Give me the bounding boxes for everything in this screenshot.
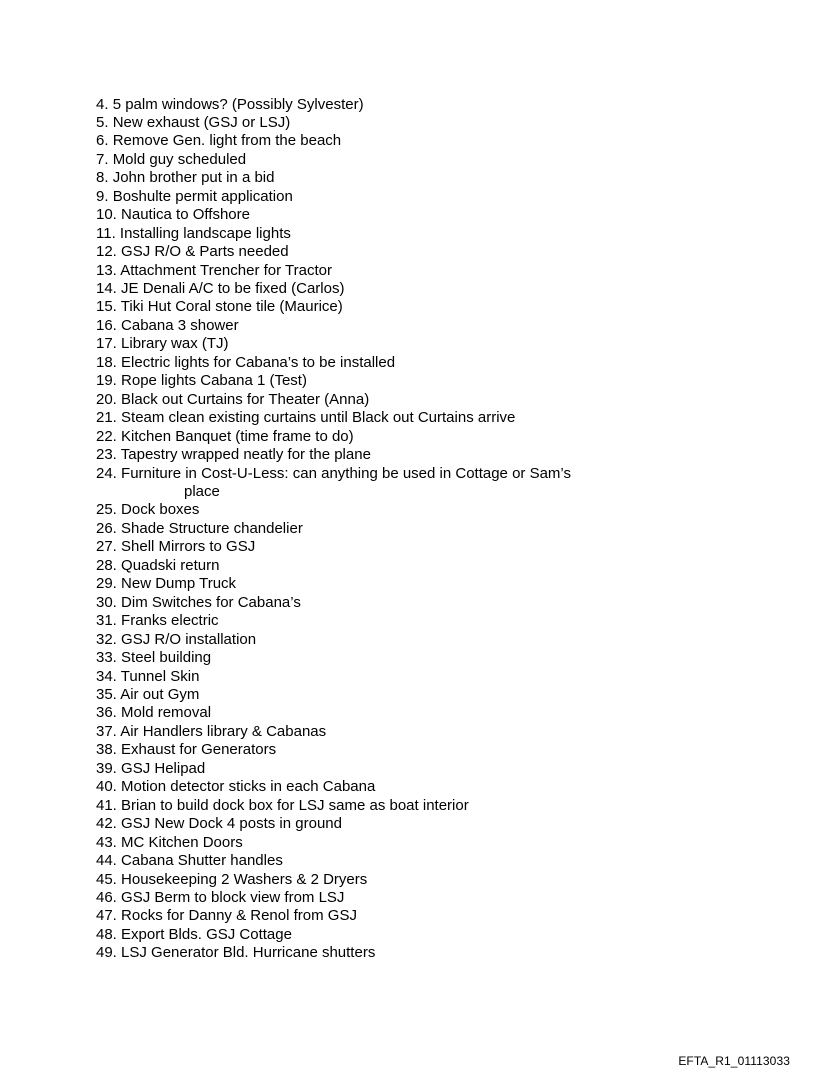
list-item (96, 834, 571, 852)
list-item (96, 852, 571, 870)
list-item (96, 557, 571, 575)
list-item (96, 354, 571, 372)
item-text: MC Kitchen Doors (121, 833, 243, 851)
list-item (96, 889, 571, 907)
item-text: Quadski return (121, 556, 220, 574)
item-text: Rope lights Cabana 1 (Test) (121, 372, 307, 390)
item-number: 16. (96, 316, 117, 334)
item-number: 28. (96, 556, 117, 574)
item-text: Tapestry wrapped neatly for the plane (120, 446, 371, 464)
item-text: Steel building (121, 649, 212, 667)
item-text: Rocks for Danny & Renol from GSJ (121, 907, 357, 925)
item-text: Kitchen Banquet (time frame to do) (121, 427, 354, 445)
item-text: Installing landscape lights (119, 224, 291, 242)
item-number: 44. (96, 852, 117, 870)
list-item (96, 668, 571, 686)
item-number: 39. (96, 759, 117, 777)
list-item (96, 686, 571, 704)
list-item (96, 741, 571, 759)
list-item (96, 96, 571, 114)
item-text: Remove Gen. light from the beach (112, 132, 342, 150)
item-text: 5 palm windows? (Possibly Sylvester) (112, 95, 364, 113)
list-item (96, 409, 571, 427)
document-id: EFTA_R1_01113033 (678, 1054, 790, 1068)
item-number: 24. (96, 464, 117, 482)
list-item (96, 575, 571, 593)
list-item (96, 538, 571, 556)
item-text-continuation: place (184, 483, 220, 501)
item-number: 46. (96, 888, 117, 906)
item-text: Cabana 3 shower (121, 316, 239, 334)
item-text: Dock boxes (121, 501, 200, 519)
list-item (96, 262, 571, 280)
item-text: Tiki Hut Coral stone tile (Maurice) (120, 298, 343, 316)
item-text: Steam clean existing curtains until Black out Curtains arrive (121, 409, 516, 427)
list-item (96, 169, 571, 187)
item-text: Motion detector sticks in each Cabana (121, 778, 376, 796)
item-number: 32. (96, 630, 117, 648)
list-item (96, 391, 571, 409)
item-number: 49. (96, 944, 117, 962)
item-text: Air out Gym (120, 686, 200, 703)
item-text: Exhaust for Generators (121, 741, 277, 759)
list-item (96, 317, 571, 335)
item-text: Mold guy scheduled (112, 150, 247, 168)
list-item (96, 704, 571, 722)
item-text: Attachment Trencher for Tractor (120, 261, 332, 279)
list-item (96, 871, 571, 889)
item-number: 43. (96, 833, 117, 851)
item-text: Brian to build dock box for LSJ same as boat interior (121, 796, 469, 814)
list-item (96, 372, 571, 390)
item-number: 45. (96, 870, 117, 888)
list-item (96, 612, 571, 630)
item-number: 30. (96, 593, 117, 611)
item-text: Electric lights for Cabana’s to be installed (121, 353, 396, 371)
item-number: 31. (96, 612, 117, 630)
item-number: 6. (96, 132, 109, 150)
item-text: Nautica to Offshore (121, 206, 250, 224)
list-item (96, 298, 571, 316)
item-text: Housekeeping 2 Washers & 2 Dryers (121, 870, 368, 888)
item-number: 34. (96, 667, 117, 685)
item-text: Air Handlers library & Cabanas (120, 722, 327, 740)
item-number: 22. (96, 427, 117, 445)
item-number: 4. (96, 95, 109, 113)
list-item (96, 280, 571, 298)
item-number: 12. (96, 243, 117, 261)
item-text: Shade Structure chandelier (121, 519, 303, 537)
item-number: 48. (96, 925, 117, 943)
list-item (96, 132, 571, 150)
item-text: GSJ Helipad (121, 759, 206, 777)
item-text: Dim Switches for Cabana’s (121, 593, 301, 611)
item-number: 14. (96, 280, 117, 298)
item-number: 37. (96, 722, 117, 740)
item-number: 15. (96, 298, 117, 316)
item-number: 5. (96, 113, 109, 131)
list-item (96, 760, 571, 778)
list-item (96, 520, 571, 538)
item-number: 42. (96, 815, 117, 833)
item-number: 20. (96, 390, 117, 408)
item-text: Black out Curtains for Theater (Anna) (121, 390, 370, 408)
item-number: 18. (96, 353, 117, 371)
item-number: 17. (96, 335, 117, 353)
item-number: 47. (96, 907, 117, 925)
item-number: 41. (96, 796, 117, 814)
item-number: 40. (96, 778, 117, 796)
item-text: GSJ New Dock 4 posts in ground (121, 815, 342, 833)
item-text: New exhaust (GSJ or LSJ) (112, 113, 291, 131)
item-number: 10. (96, 206, 117, 224)
list-item (96, 815, 571, 833)
item-number: 33. (96, 649, 117, 667)
list-item (96, 797, 571, 815)
item-number: 29. (96, 575, 117, 593)
list-item (96, 907, 571, 925)
item-number: 21. (96, 409, 117, 427)
item-number: 27. (96, 538, 117, 556)
item-text: Library wax (TJ) (121, 335, 229, 353)
list-item (96, 465, 571, 502)
item-text: Tunnel Skin (120, 667, 200, 685)
item-text: New Dump Truck (121, 575, 237, 593)
task-list (96, 96, 571, 963)
item-text: Boshulte permit application (112, 187, 293, 205)
list-item (96, 188, 571, 206)
item-text: GSJ R/O & Parts needed (121, 243, 289, 261)
item-text: Franks electric (121, 612, 219, 630)
list-item (96, 151, 571, 169)
list-item (96, 778, 571, 796)
item-number: 9. (96, 187, 109, 205)
item-number: 11. (96, 224, 116, 242)
item-number: 36. (96, 704, 117, 722)
list-item (96, 723, 571, 741)
item-text: Mold removal (121, 704, 212, 722)
list-item (96, 225, 571, 243)
item-text: GSJ Berm to block view from LSJ (121, 888, 345, 906)
list-item (96, 335, 571, 353)
item-number: 38. (96, 741, 117, 759)
list-item (96, 631, 571, 649)
list-item (96, 926, 571, 944)
list-item (96, 428, 571, 446)
list-item (96, 944, 571, 962)
item-text: Cabana Shutter handles (121, 852, 283, 870)
item-number: 7. (96, 150, 109, 168)
list-item (96, 206, 571, 224)
list-item (96, 649, 571, 667)
item-number: 25. (96, 501, 117, 519)
list-item (96, 114, 571, 132)
list-item (96, 243, 571, 261)
item-text: Export Blds. GSJ Cottage (121, 925, 292, 943)
list-item (96, 446, 571, 464)
item-text: JE Denali A/C to be fixed (Carlos) (121, 280, 345, 298)
item-text: John brother put in a bid (112, 169, 275, 187)
list-item (96, 501, 571, 519)
item-text: Furniture in Cost-U-Less: can anything be used in Cottage or Sam’s (121, 464, 571, 482)
item-number: 19. (96, 372, 117, 390)
item-number: 23. (96, 446, 117, 464)
item-number: 8. (96, 169, 109, 187)
item-text: GSJ R/O installation (121, 630, 257, 648)
item-text: LSJ Generator Bld. Hurricane shutters (121, 944, 376, 962)
list-item (96, 594, 571, 612)
item-number: 35. (96, 686, 117, 703)
item-number: 13. (96, 261, 117, 279)
item-text: Shell Mirrors to GSJ (121, 538, 256, 556)
item-number: 26. (96, 519, 117, 537)
